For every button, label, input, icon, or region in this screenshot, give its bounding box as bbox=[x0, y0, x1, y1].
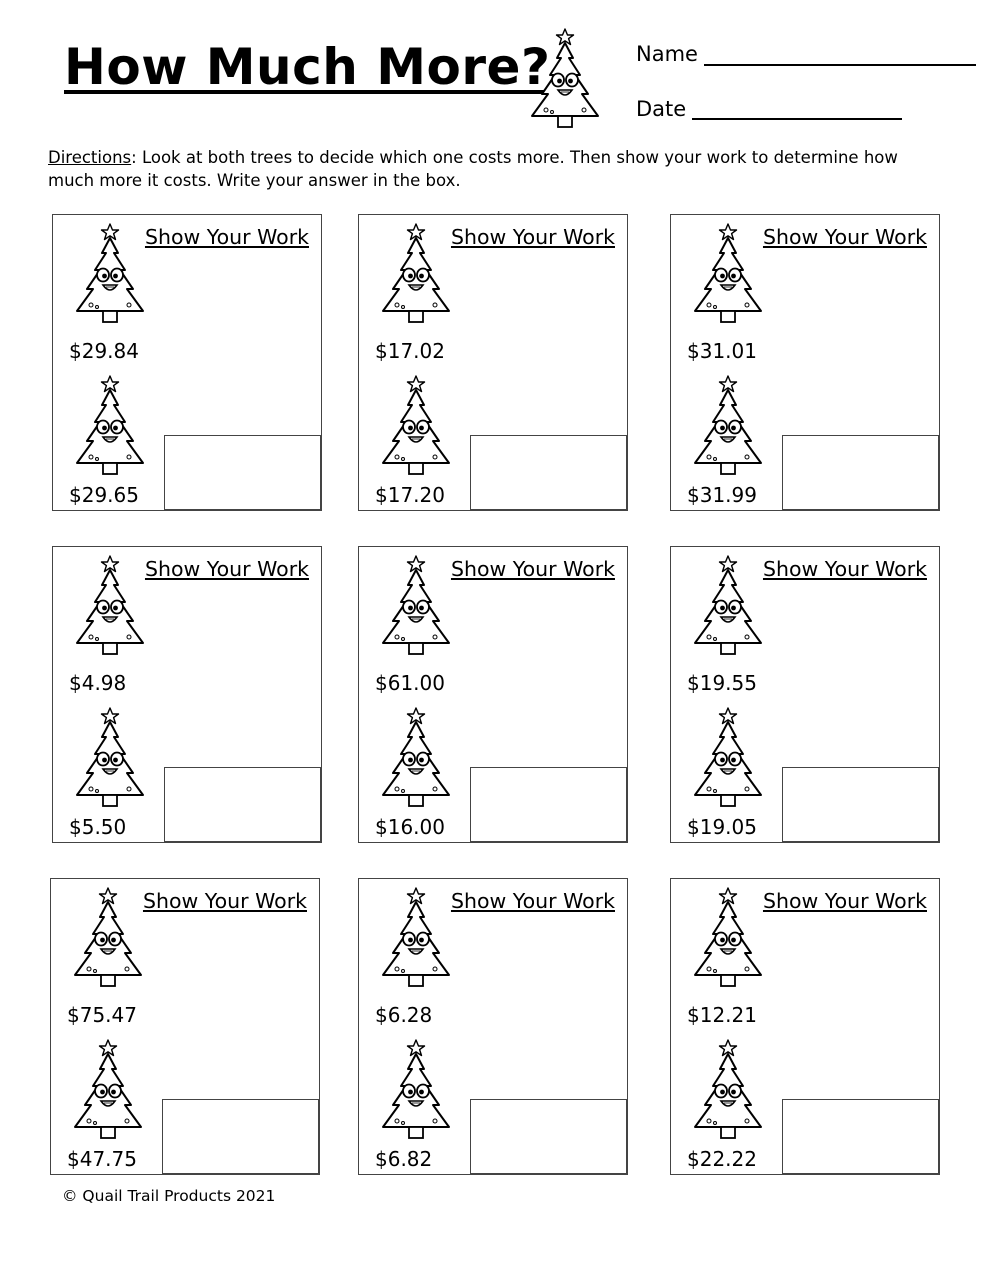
answer-box[interactable] bbox=[470, 435, 627, 510]
directions bbox=[48, 146, 948, 192]
problem-card bbox=[670, 214, 940, 511]
name-label: Name bbox=[636, 42, 698, 66]
top-tree-price: $12.21 bbox=[687, 1003, 757, 1027]
christmas-tree-face-icon bbox=[685, 375, 771, 485]
christmas-tree-face-icon bbox=[67, 375, 153, 485]
christmas-tree-face-icon bbox=[67, 223, 153, 333]
christmas-tree-face-icon bbox=[65, 1039, 151, 1149]
top-tree-price: $31.01 bbox=[687, 339, 757, 363]
problem-card bbox=[358, 546, 628, 843]
bottom-tree-price: $31.99 bbox=[687, 483, 757, 507]
problem-card bbox=[358, 878, 628, 1175]
christmas-tree-face-icon bbox=[522, 28, 608, 138]
christmas-tree-face-icon bbox=[67, 707, 153, 817]
christmas-tree-face-icon bbox=[373, 1039, 459, 1149]
top-tree-price: $75.47 bbox=[67, 1003, 137, 1027]
top-tree-price: $6.28 bbox=[375, 1003, 433, 1027]
problem-card bbox=[50, 878, 320, 1175]
christmas-tree-face-icon bbox=[373, 223, 459, 333]
bottom-tree-price: $47.75 bbox=[67, 1147, 137, 1171]
christmas-tree-face-icon bbox=[373, 887, 459, 997]
show-work-label: Show Your Work bbox=[142, 889, 307, 913]
page-title: How Much More? bbox=[64, 38, 551, 96]
copyright: © Quail Trail Products 2021 bbox=[62, 1187, 276, 1205]
problem-card bbox=[670, 546, 940, 843]
top-tree-price: $29.84 bbox=[69, 339, 139, 363]
christmas-tree-face-icon bbox=[685, 707, 771, 817]
show-work-label: Show Your Work bbox=[762, 557, 927, 581]
top-tree-price: $17.02 bbox=[375, 339, 445, 363]
directions-text: : Look at both trees to decide which one costs more. Then show your work to determine how much more it costs. Write your answer in the box. bbox=[48, 148, 898, 190]
answer-box[interactable] bbox=[164, 767, 321, 842]
christmas-tree-face-icon bbox=[685, 1039, 771, 1149]
christmas-tree-face-icon bbox=[373, 375, 459, 485]
top-tree-price: $19.55 bbox=[687, 671, 757, 695]
christmas-tree-face-icon bbox=[373, 555, 459, 665]
bottom-tree-price: $5.50 bbox=[69, 815, 127, 839]
problem-card bbox=[52, 546, 322, 843]
christmas-tree-face-icon bbox=[373, 707, 459, 817]
problem-card bbox=[358, 214, 628, 511]
bottom-tree-price: $17.20 bbox=[375, 483, 445, 507]
bottom-tree-price: $19.05 bbox=[687, 815, 757, 839]
date-field[interactable] bbox=[692, 118, 902, 120]
date-label: Date bbox=[636, 97, 687, 121]
bottom-tree-price: $29.65 bbox=[69, 483, 139, 507]
show-work-label: Show Your Work bbox=[144, 225, 309, 249]
bottom-tree-price: $22.22 bbox=[687, 1147, 757, 1171]
answer-box[interactable] bbox=[782, 767, 939, 842]
show-work-label: Show Your Work bbox=[762, 225, 927, 249]
problem-card bbox=[52, 214, 322, 511]
show-work-label: Show Your Work bbox=[450, 225, 615, 249]
name-field[interactable] bbox=[704, 64, 976, 66]
show-work-label: Show Your Work bbox=[144, 557, 309, 581]
directions-label: Directions bbox=[48, 148, 132, 167]
show-work-label: Show Your Work bbox=[450, 557, 615, 581]
answer-box[interactable] bbox=[164, 435, 321, 510]
answer-box[interactable] bbox=[470, 1099, 627, 1174]
problem-card bbox=[670, 878, 940, 1175]
show-work-label: Show Your Work bbox=[450, 889, 615, 913]
christmas-tree-face-icon bbox=[685, 223, 771, 333]
answer-box[interactable] bbox=[782, 435, 939, 510]
top-tree-price: $61.00 bbox=[375, 671, 445, 695]
bottom-tree-price: $6.82 bbox=[375, 1147, 433, 1171]
answer-box[interactable] bbox=[162, 1099, 319, 1174]
show-work-label: Show Your Work bbox=[762, 889, 927, 913]
answer-box[interactable] bbox=[782, 1099, 939, 1174]
bottom-tree-price: $16.00 bbox=[375, 815, 445, 839]
answer-box[interactable] bbox=[470, 767, 627, 842]
christmas-tree-face-icon bbox=[685, 887, 771, 997]
christmas-tree-face-icon bbox=[685, 555, 771, 665]
christmas-tree-face-icon bbox=[67, 555, 153, 665]
top-tree-price: $4.98 bbox=[69, 671, 127, 695]
christmas-tree-face-icon bbox=[65, 887, 151, 997]
